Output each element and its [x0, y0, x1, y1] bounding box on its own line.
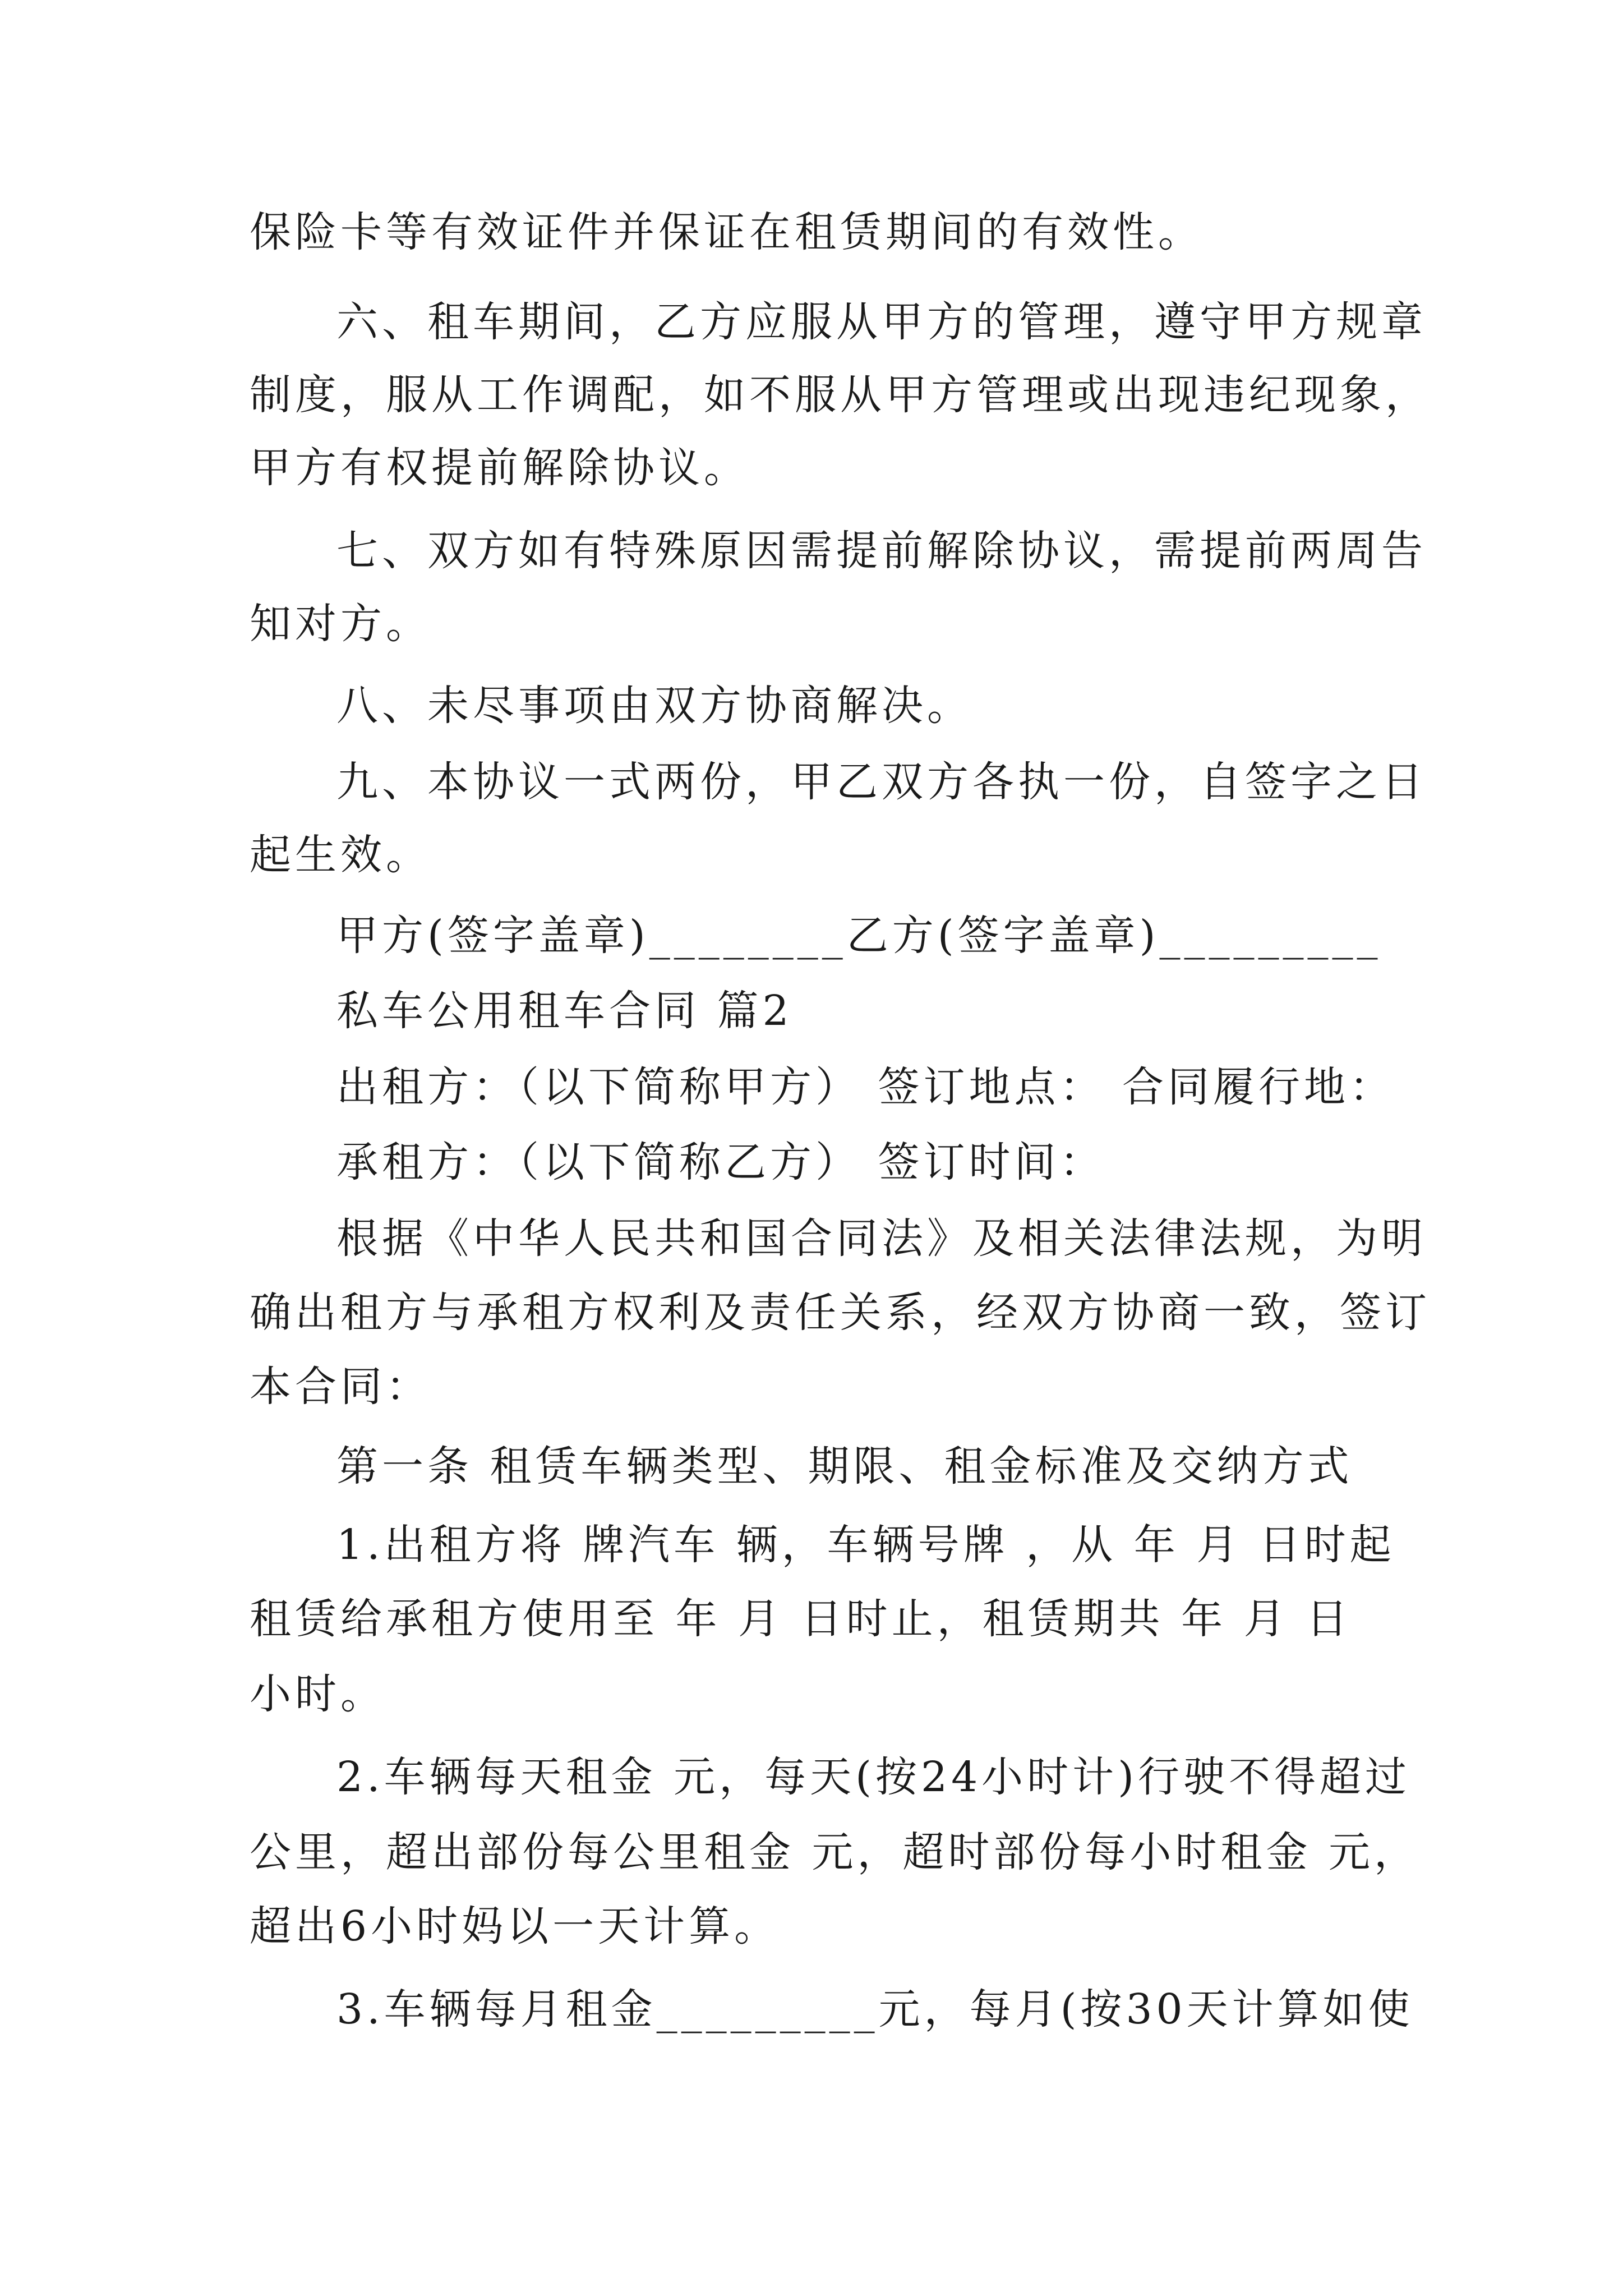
text-line: 制度，服从工作调配，如不服从甲方管理或出现违纪现象，: [250, 371, 1431, 419]
text-line: 甲方有权提前解除协议。: [250, 444, 749, 492]
signature-line: 甲方(签字盖章)________乙方(签字盖章)_________: [336, 912, 1382, 960]
text-line: 3.车辆每月租金_________元，每月(按30天计算如使: [336, 1985, 1414, 2033]
text-line: 起生效。: [250, 831, 431, 879]
text-line: 超出6小时妈以一天计算。: [250, 1902, 780, 1950]
text-line: 本合同：: [250, 1363, 431, 1411]
text-line: 确出租方与承租方权利及责任关系，经双方协商一致，签订: [250, 1289, 1431, 1337]
text-line: 七、双方如有特殊原因需提前解除协议，需提前两周告: [336, 527, 1427, 575]
text-line: 公里，超出部份每公里租金 元，超时部份每小时租金 元，: [250, 1828, 1420, 1876]
text-line: 1.出租方将 牌汽车 辆，车辆号牌 ，从 年 月 日时起: [336, 1521, 1395, 1569]
text-line: 小时。: [250, 1670, 386, 1718]
text-line: 保险卡等有效证件并保证在租赁期间的有效性。: [250, 208, 1204, 256]
text-line: 承租方：（以下简称乙方） 签订时间：: [336, 1138, 1105, 1186]
text-line: 租赁给承租方使用至 年 月 日时止，租赁期共 年 月 日: [250, 1595, 1352, 1643]
text-line: 根据《中华人民共和国合同法》及相关法律法规，为明: [336, 1214, 1427, 1263]
article-heading: 第一条 租赁车辆类型、期限、租金标准及交纳方式: [336, 1442, 1353, 1490]
text-line: 2.车辆每天租金 元，每天(按24小时计)行驶不得超过: [336, 1753, 1411, 1801]
text-line: 出租方：（以下简称甲方） 签订地点： 合同履行地：: [336, 1063, 1395, 1111]
text-line: 九、本协议一式两份，甲乙双方各执一份，自签字之日: [336, 758, 1427, 806]
section-heading: 私车公用租车合同 篇2: [336, 987, 793, 1035]
text-line: 六、租车期间，乙方应服从甲方的管理，遵守甲方规章: [336, 298, 1427, 346]
text-line: 八、未尽事项由双方协商解决。: [336, 682, 972, 730]
text-line: 知对方。: [250, 600, 431, 648]
